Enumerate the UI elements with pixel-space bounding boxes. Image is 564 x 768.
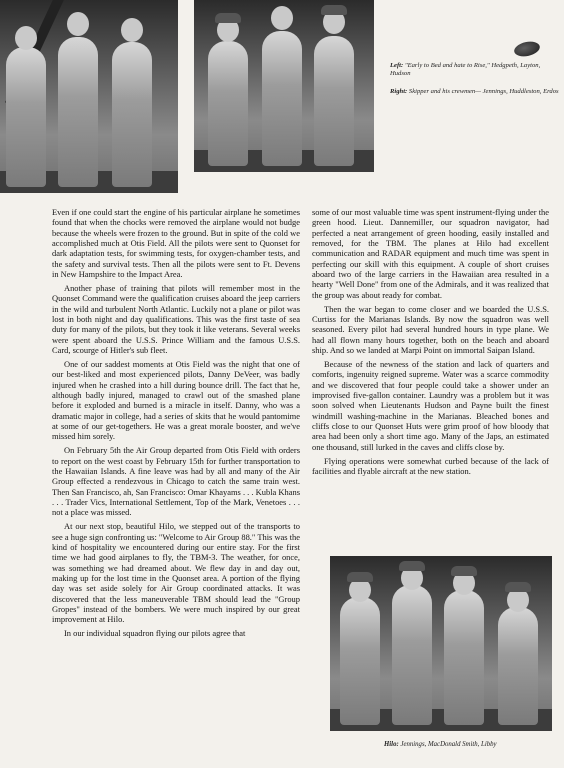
photo-early-to-bed bbox=[0, 0, 178, 193]
caption-top-left bbox=[390, 62, 560, 78]
paragraph: Flying operations were somewhat curbed because of the lack of facilities and flyable aircraft at the new station. bbox=[312, 455, 549, 477]
caption-top-left-text: "Early to Bed and hate to Rise," Hedgpeth, Layton, Hudson bbox=[390, 62, 541, 77]
paragraph: Even if one could start the engine of his particular airplane he sometimes found that when the chocks were removed the airplane would not budge because the wheels were frozen to the ground. But in spite of the cold we accomplished much at Otis Field. All the pilots were sent to Quonset for dark adaptation tests, for swimming tests, for oxygen-chamber tests, and the safety and survival tests. Then all the pilots were sent to Ft. Devens in New Hampshire to the Impact Area. bbox=[52, 207, 300, 280]
photo-hilo bbox=[330, 556, 552, 731]
photo-skipper-crewmen bbox=[194, 0, 374, 172]
caption-hilo bbox=[384, 741, 554, 749]
paragraph: On February 5th the Air Group departed from Otis Field with orders to report on the west coast by February 15th for further transportation to the Hawaiian Islands. A fine leave was had by all and many of the Air Group effected a rendezvous in Chicago to catch the same train west. Then San Francisco, ah, San Francisco: Omar Khayams . . . Kubla Khans . . . Trader Vics, International Settlement, Top of the Mark, Venetoes . . . not a place was missed. bbox=[52, 445, 300, 518]
paragraph: Another phase of training that pilots will remember most in the Quonset Command were the qualification cruises aboard the jeep carriers in the wild and turbulent North Atlantic. Luckily not a plane or pilot was lost in both night and day qualifications. This was the first taste of sea duty for many of the pilots, but they took it like veterans. Several weeks were spent aboard the U.S.S. Prince William and the famous U.S.S. Card, scourge of Hitler's sub fleet. bbox=[52, 283, 300, 356]
paragraph: some of our most valuable time was spent instrument-flying under the green hood. Lieut. Dannemiller, our squadron navigator, had perfected a neat arrangement of green hooding, easily installed and removed, for the TBM. The planes at Hilo had excellent communication and RADAR equipment and much time was spent in perfecting our skill with this equipment. A couple of short cruises aboard two of the large carriers in the Hawaiian area resulted in a hearty "Well Done" from one of the Admirals, and it was realized that the group was about ready for combat. bbox=[312, 207, 549, 300]
paragraph: One of our saddest moments at Otis Field was the night that one of our best-liked and most experienced pilots, Danny DeVeer, was badly injured when he crashed into a hill during bounce drill. The fact that he, although badly injured, managed to crawl out of the smashed plane before it exploded and burned is a miracle in itself. Danny, who was a dramatic major in college, had a series of skits that he would pantomime at some of our get-togethers. He was a great morale booster, and we've missed him sorely. bbox=[52, 359, 300, 442]
caption-top-right-name: Right: bbox=[390, 88, 408, 95]
right-column bbox=[312, 207, 549, 476]
caption-top-right-text: Skipper and his crewmen— Jennings, Huddleston, Erdos bbox=[408, 88, 559, 95]
paragraph: In our individual squadron flying our pilots agree that bbox=[64, 628, 246, 639]
caption-top-right bbox=[390, 88, 560, 96]
paragraph: Because of the newness of the station and lack of quarters and comforts, ingenuity reigned supreme. Water was a scarce commodity and we discovered that four people could take a shower under an improvised five-gallon container. Laundry was a problem but it was soon solved when Lieutenants Hudson and Payne built the finest windmill washing-machine in the Marianas. Bleached bones and cliffs close to our Quonset Huts were grim proof of how bloody that area had been only a short time ago. Many of the Japs, an estimated one thousand, still lurked in the caves and cliffs close by. bbox=[312, 359, 549, 452]
ink-speck bbox=[513, 39, 541, 58]
paragraph: Then the war began to come closer and we boarded the U.S.S. Curtiss for the Marianas Islands. By now the squadron was well seasoned. Every pilot had several hundred hours in type plane. We had all flown many hours together, both on the beach and aboard ship. And so we landed at Marpi Point on immortal Saipan Island. bbox=[312, 303, 549, 356]
caption-hilo-text: Jennings, MacDonald Smith, Libby bbox=[400, 741, 497, 748]
caption-top-left-name: Left: bbox=[390, 62, 404, 69]
left-column bbox=[52, 207, 300, 639]
caption-hilo-name: Hilo: bbox=[384, 741, 399, 748]
paragraph: At our next stop, beautiful Hilo, we stepped out of the transports to see a huge sign confronting us: "Welcome to Air Group 88." This was the kind of hospitality we encountered during our entire stay. For the first time we had good airplanes to fly, the TBM-3. The weather, for once, was something we had dreamed about. We flew day in and day out, making up for the lost time in the Quonset area. A portion of the flying day was set aside solely for Air Group coordinated attacks. It was discovered that the less maneuverable TBM should lead the "Group Gropes" instead of the bombers. We were much inspired by our great improvement at Hilo. bbox=[52, 521, 300, 625]
